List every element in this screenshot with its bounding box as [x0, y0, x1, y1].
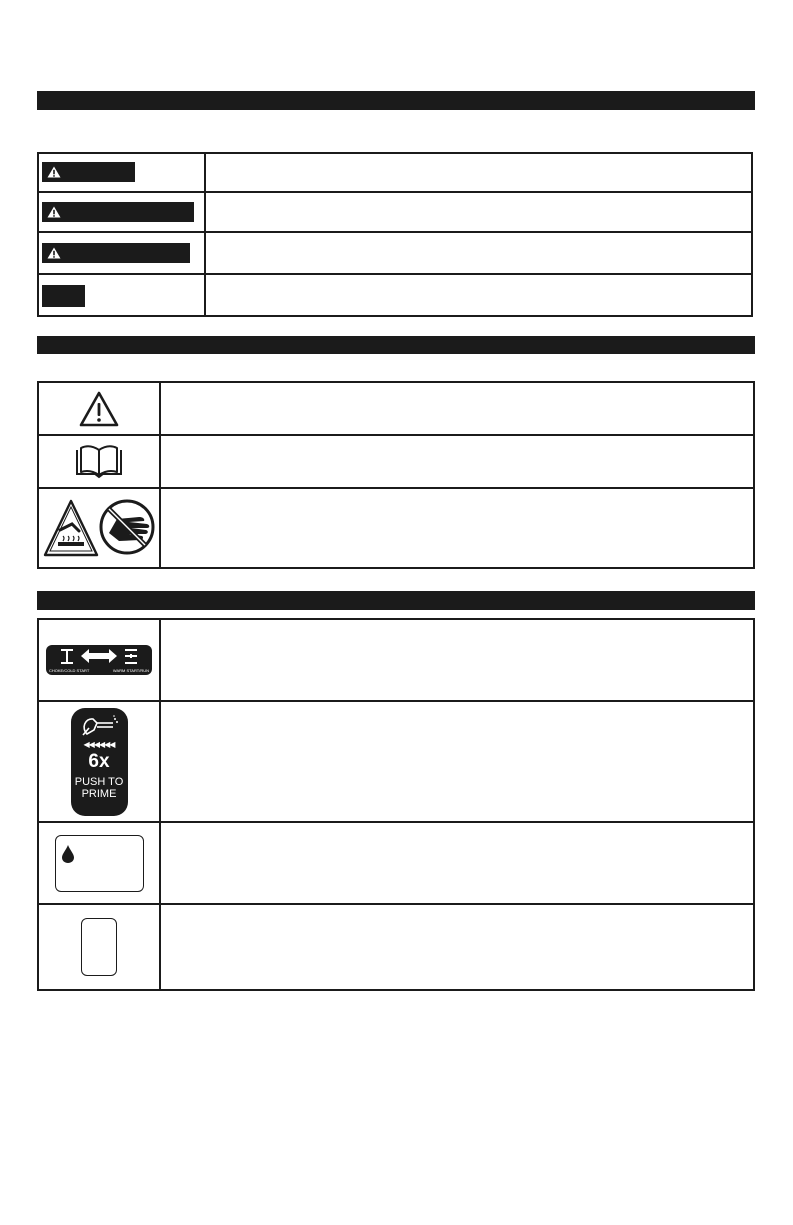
- product-label-row: [38, 619, 754, 701]
- product-label-description: [160, 904, 754, 990]
- signal-word-cell: [38, 274, 205, 316]
- signal-word-row: [38, 232, 752, 274]
- section-bar-product-labels: [37, 591, 755, 610]
- signal-words-table: [37, 152, 753, 317]
- prime-arrows-icon: ◀◀◀◀◀◀: [83, 739, 115, 749]
- hot-surface-and-no-touch-icon: [43, 497, 155, 559]
- safety-symbol-cell: [38, 488, 160, 568]
- choke-left-caption: CHOKE/COLD START: [49, 668, 90, 673]
- blank-label-icon: [81, 918, 117, 976]
- safety-symbol-description: [160, 382, 754, 435]
- signal-word-description: [205, 274, 752, 316]
- warning-triangle-icon: [47, 166, 61, 178]
- product-labels-table: [37, 618, 755, 991]
- signal-word-description: [205, 232, 752, 274]
- warning-triangle-icon: [47, 247, 61, 259]
- safety-symbol-description: [160, 435, 754, 488]
- product-label-cell: [38, 904, 160, 990]
- read-manual-book-icon: [73, 444, 125, 480]
- product-label-description: [160, 701, 754, 822]
- product-label-description: [160, 822, 754, 904]
- signal-word-description: [205, 192, 752, 232]
- safety-symbol-cell: [38, 382, 160, 435]
- warning-triangle-icon: [47, 206, 61, 218]
- product-label-cell: [38, 701, 160, 822]
- fuel-drop-icon: [61, 844, 75, 864]
- choke-right-caption: WARM START/RUN: [112, 668, 149, 673]
- safety-symbol-cell: [38, 435, 160, 488]
- safety-symbol-row: [38, 382, 754, 435]
- signal-word-row: [38, 274, 752, 316]
- safety-symbol-description: [160, 488, 754, 568]
- signal-word-row: [38, 192, 752, 232]
- product-label-row: [38, 701, 754, 822]
- primer-bulb-label-icon: [71, 708, 128, 816]
- prime-line-1: PUSH TO: [74, 775, 124, 788]
- choke-lever-label-icon: [45, 644, 153, 676]
- prime-count: 6x: [88, 750, 110, 772]
- product-label-cell: [38, 822, 160, 904]
- product-label-row: [38, 904, 754, 990]
- section-bar-signal-words: [37, 91, 755, 110]
- product-label-row: [38, 822, 754, 904]
- signal-word-cell: [38, 232, 205, 274]
- safety-symbol-row: [38, 488, 754, 568]
- prime-line-2: PRIME: [81, 787, 117, 800]
- signal-word-row: [38, 153, 752, 192]
- signal-word-badge: [42, 285, 85, 307]
- safety-alert-triangle-icon: [79, 391, 119, 427]
- safety-symbol-row: [38, 435, 754, 488]
- signal-word-cell: [38, 192, 205, 232]
- signal-word-badge: [42, 243, 190, 263]
- product-label-description: [160, 619, 754, 701]
- signal-word-badge: [42, 162, 135, 182]
- fuel-drop-label-icon: [55, 835, 144, 892]
- signal-word-description: [205, 153, 752, 192]
- product-label-cell: [38, 619, 160, 701]
- primer-bulb-icon: [79, 714, 119, 738]
- signal-word-badge: [42, 202, 194, 222]
- section-bar-safety-symbols: [37, 336, 755, 354]
- safety-symbols-table: [37, 381, 755, 569]
- signal-word-cell: [38, 153, 205, 192]
